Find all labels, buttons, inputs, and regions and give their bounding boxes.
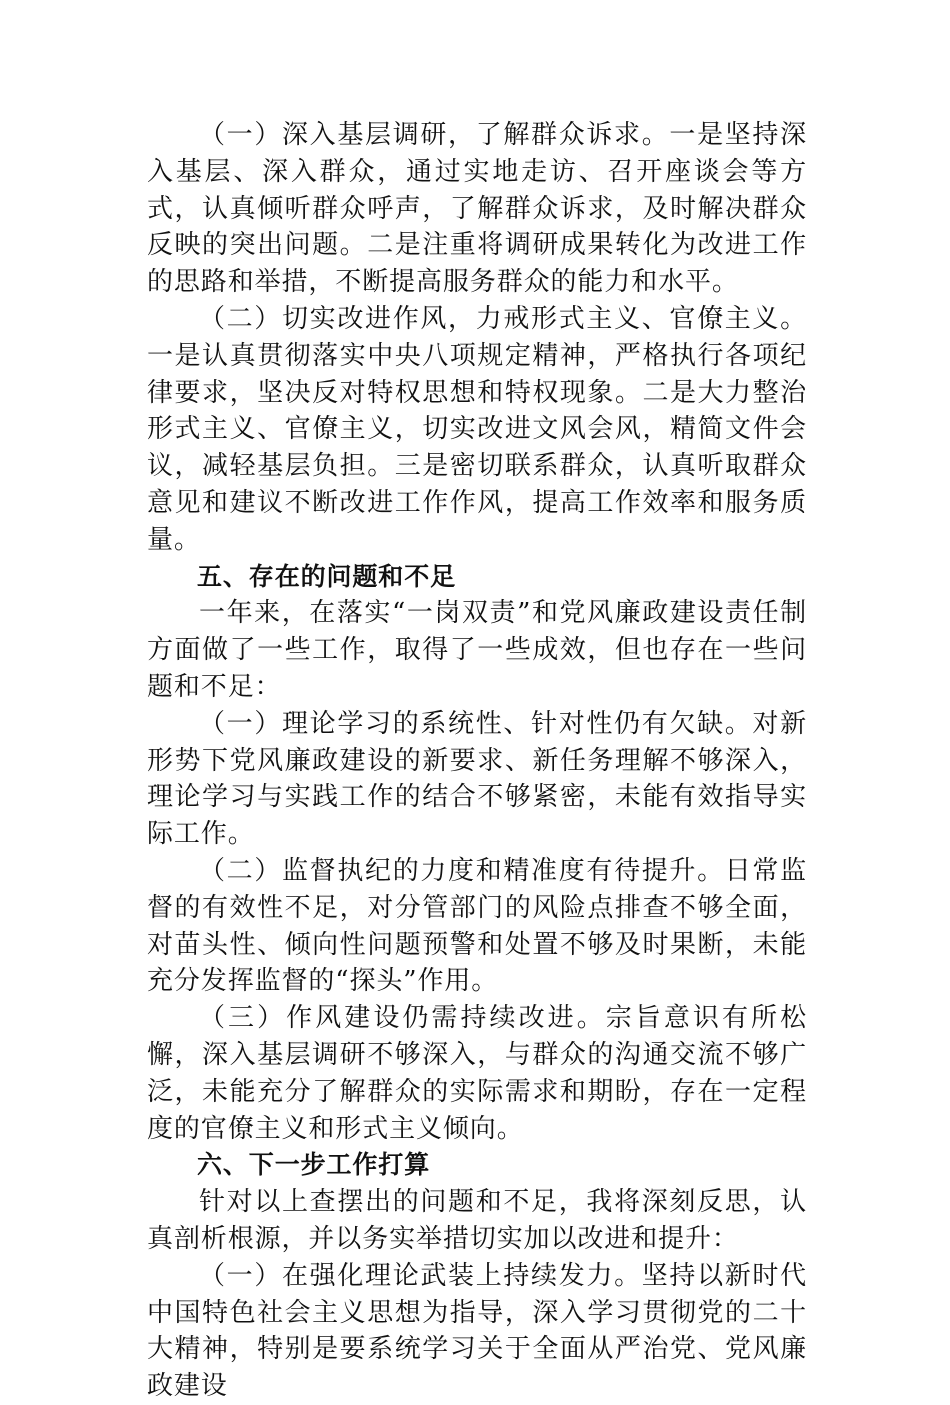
section4-item-2-lead: （二）切实改进作风，力戒形式主义、官僚主义。 [199, 303, 807, 334]
section5-intro: 一年来，在落实“一岗双责”和党风廉政建设责任制方面做了一些工作，取得了一些成效，但也存在一些问题和不足： [147, 598, 807, 702]
section4-item-1-text: 一是坚持深入基层、深入群众，通过实地走访、召开座谈会等方式，认真倾听群众呼声，了解群众诉求，及时解决群众反映的突出问题。二是注重将调研成果转化为改进工作的思路和举措，不断提高服务群众的能力和水平。 [147, 120, 807, 298]
section5-item-2-text: 日常监督的有效性不足，对分管部门的风险点排查不够全面，对苗头性、倾向性问题预警和处置不够及时果断，未能充分发挥监督的“探头”作用。 [147, 855, 807, 997]
section4-item-2-text: 一是认真贯彻落实中央八项规定精神，严格执行各项纪律要求，坚决反对特权思想和特权现象。二是大力整治形式主义、官僚主义，切实改进文风会风，精简文件会议，减轻基层负担。三是密切联系群众，认真听取群众意见和建议不断改进工作作风，提高工作效率和服务质量。 [147, 340, 807, 555]
section6-heading: 六、下一步工作打算 [197, 1150, 431, 1180]
section4-item-1 [147, 117, 807, 301]
section6-item-1-lead: （一）在强化理论武装上持续发力。 [199, 1260, 642, 1291]
section5-item-2-lead: （二）监督执纪的力度和精准度有待提升。 [199, 855, 725, 886]
section4-item-2 [147, 301, 807, 559]
section5-item-1 [147, 706, 807, 853]
section5-item-1-text: 对新形势下党风廉政建设的新要求、新任务理解不够深入，理论学习与实践工作的结合不够紧密，未能有效指导实际工作。 [147, 708, 807, 850]
section6-intro: 针对以上查摆出的问题和不足，我将深刻反思，认真剖析根源，并以务实举措切实加以改进和提升： [147, 1187, 807, 1254]
section6-item-1-text: 坚持以新时代中国特色社会主义思想为指导，深入学习贯彻党的二十大精神，特别是要系统学习关于全面从严治党、党风廉政建设 [147, 1260, 807, 1402]
section5-item-3-lead: （三）作风建设仍需持续改进。 [199, 1003, 606, 1034]
document-page [147, 117, 807, 1405]
section5-item-1-lead: （一）理论学习的系统性、针对性仍有欠缺。 [199, 708, 753, 739]
section5-item-3-text: 宗旨意识有所松懈，深入基层调研不够深入，与群众的沟通交流不够广泛，未能充分了解群众的实际需求和期盼，存在一定程度的官僚主义和形式主义倾向。 [147, 1003, 807, 1144]
section5-item-2 [147, 853, 807, 1000]
section5-item-3 [147, 1000, 807, 1147]
section5-heading: 五、存在的问题和不足 [197, 561, 457, 591]
section4-item-1-lead: （一）深入基层调研，了解群众诉求。 [199, 120, 670, 150]
section6-item-1 [147, 1258, 807, 1405]
